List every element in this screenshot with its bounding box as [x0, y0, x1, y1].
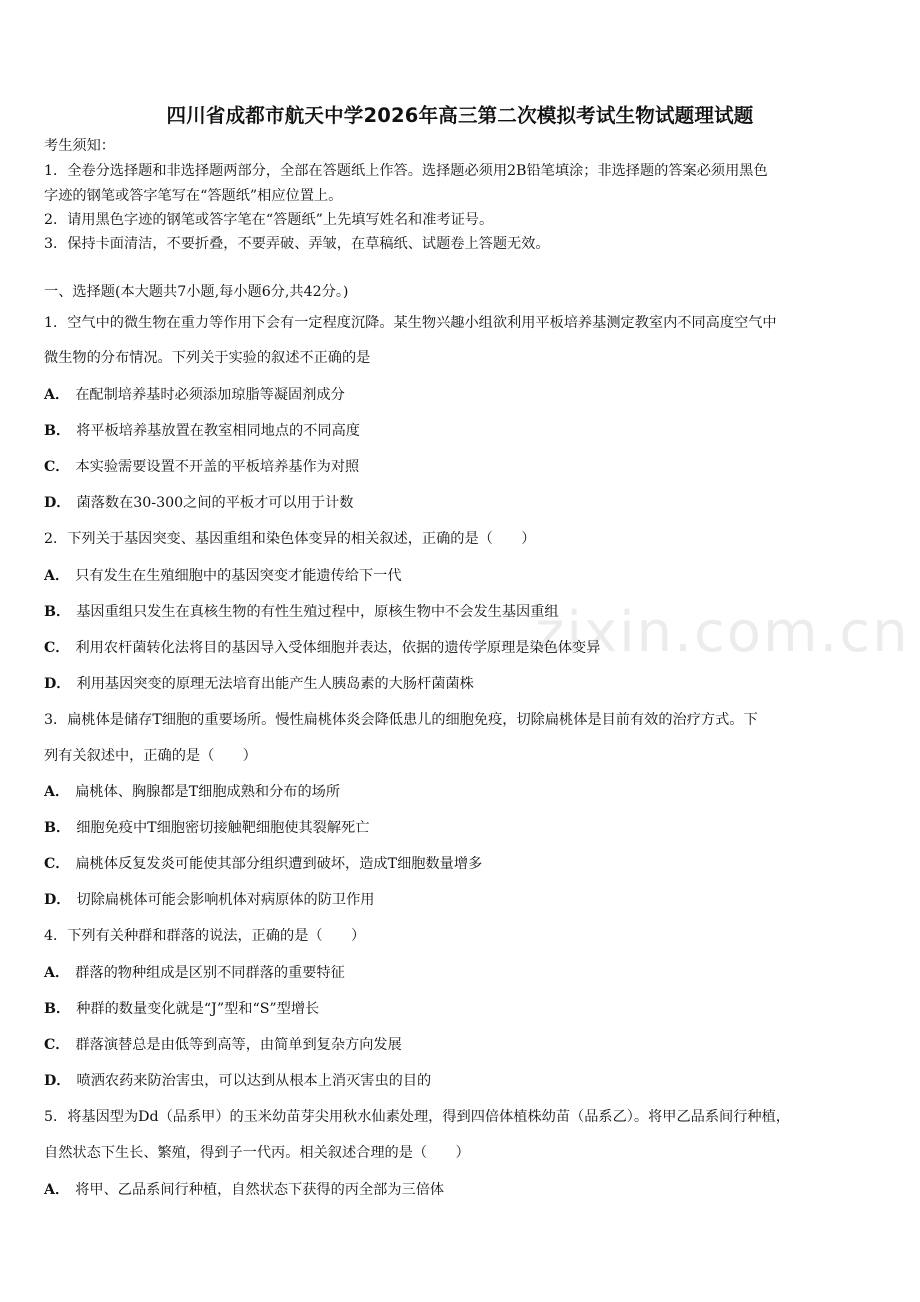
watermark: zixin.com.cn — [535, 600, 910, 665]
option-text: 本实验需要设置不开盖的平板培养基作为对照 — [75, 459, 360, 475]
option-label: C． — [44, 640, 70, 656]
option-text: 细胞免疫中T细胞密切接触靶细胞使其裂解死亡 — [76, 820, 370, 836]
option-label: D． — [44, 495, 71, 511]
option-label: D． — [44, 1073, 71, 1089]
question-4-option-b — [44, 999, 319, 1019]
notice-line: 2．请用黑色字迹的钢笔或答字笔在“答题纸”上先填写姓名和准考证号。 — [44, 212, 494, 228]
question-3-stem: 列有关叙述中，正确的是（ ） — [44, 748, 257, 764]
option-label: C． — [44, 459, 70, 475]
question-5-option-a — [44, 1180, 444, 1200]
question-1-option-c — [44, 457, 359, 477]
option-text: 群落演替总是由低等到高等，由简单到复杂方向发展 — [75, 1037, 402, 1053]
option-label: B． — [44, 1001, 71, 1017]
question-2-option-c — [44, 638, 600, 658]
option-text: 切除扁桃体可能会影响机体对病原体的防卫作用 — [76, 892, 375, 908]
question-2-option-b — [44, 602, 559, 622]
option-label: A． — [44, 1182, 70, 1198]
question-3-stem: 3．扁桃体是储存T细胞的重要场所。慢性扁桃体炎会降低患儿的细胞免疫，切除扁桃体是目前有效的治疗方式。下 — [44, 712, 758, 728]
option-text: 喷洒农药来防治害虫，可以达到从根本上消灭害虫的目的 — [76, 1073, 432, 1089]
notice-line: 字迹的钢笔或答字笔写在“答题纸”相应位置上。 — [44, 188, 343, 204]
question-5-stem: 5．将基因型为Dd（品系甲）的玉米幼苗芽尖用秋水仙素处理，得到四倍体植株幼苗（品系乙）。将甲乙品系间行种植， — [44, 1109, 790, 1125]
question-3-option-c — [44, 854, 482, 874]
section-heading: 一、选择题(本大题共7小题,每小题6分,共42分。) — [44, 284, 349, 300]
notice-line: 3．保持卡面清洁，不要折叠，不要弄破、弄皱，在草稿纸、试题卷上答题无效。 — [44, 236, 550, 252]
option-text: 只有发生在生殖细胞中的基因突变才能遗传给下一代 — [75, 568, 402, 584]
question-4-option-d — [44, 1071, 431, 1091]
option-text: 在配制培养基时必须添加琼脂等凝固剂成分 — [75, 387, 345, 403]
option-label: A． — [44, 965, 70, 981]
notice-line: 1．全卷分选择题和非选择题两部分，全部在答题纸上作答。选择题必须用2B铅笔填涂；非选择题的答案必须用黑色 — [44, 163, 768, 179]
option-text: 将平板培养基放置在教室相同地点的不同高度 — [76, 423, 360, 439]
option-text: 将甲、乙品系间行种植，自然状态下获得的丙全部为三倍体 — [75, 1182, 445, 1198]
page-title: 四川省成都市航天中学2026年高三第二次模拟考试生物试题理试题 — [166, 104, 754, 127]
option-label: D． — [44, 676, 71, 692]
question-3-option-b — [44, 818, 369, 838]
option-text: 菌落数在30-300之间的平板才可以用于计数 — [76, 495, 354, 511]
question-4-stem: 4．下列有关种群和群落的说法，正确的是（ ） — [44, 928, 366, 944]
question-4-option-a — [44, 963, 345, 983]
option-text: 群落的物种组成是区别不同群落的重要特征 — [75, 965, 345, 981]
question-2-option-d — [44, 674, 474, 694]
question-1-option-d — [44, 493, 353, 513]
option-label: B． — [44, 820, 71, 836]
option-label: B． — [44, 423, 71, 439]
option-text: 基因重组只发生在真核生物的有性生殖过程中，原核生物中不会发生基因重组 — [76, 604, 559, 620]
option-text: 扁桃体反复发炎可能使其部分组织遭到破坏，造成T细胞数量增多 — [75, 856, 483, 872]
option-label: A． — [44, 387, 70, 403]
question-1-option-a — [44, 385, 345, 405]
option-text: 利用农杆菌转化法将目的基因导入受体细胞并表达，依据的遗传学原理是染色体变异 — [75, 640, 601, 656]
option-label: D． — [44, 892, 71, 908]
question-1-option-b — [44, 421, 360, 441]
question-2-option-a — [44, 566, 402, 586]
option-text: 种群的数量变化就是“J”型和“S”型增长 — [76, 1001, 320, 1017]
question-2-stem: 2．下列关于基因突变、基因重组和染色体变异的相关叙述，正确的是（ ） — [44, 531, 536, 547]
question-1-stem: 微生物的分布情况。下列关于实验的叙述不正确的是 — [44, 350, 371, 366]
question-3-option-a — [44, 782, 340, 802]
option-label: C． — [44, 1037, 70, 1053]
question-3-option-d — [44, 890, 374, 910]
option-text: 扁桃体、胸腺都是T细胞成熟和分布的场所 — [75, 784, 341, 800]
question-5-stem: 自然状态下生长、繁殖，得到子一代丙。相关叙述合理的是（ ） — [44, 1145, 470, 1161]
option-label: A． — [44, 784, 70, 800]
option-label: B． — [44, 604, 71, 620]
option-label: A． — [44, 568, 70, 584]
question-1-stem: 1．空气中的微生物在重力等作用下会有一定程度沉降。某生物兴趣小组欲利用平板培养基测定教室内不同高度空气中 — [44, 315, 777, 331]
option-text: 利用基因突变的原理无法培育出能产生人胰岛素的大肠杆菌菌株 — [76, 676, 474, 692]
option-label: C． — [44, 856, 70, 872]
question-4-option-c — [44, 1035, 402, 1055]
notice-heading: 考生须知： — [44, 138, 115, 154]
